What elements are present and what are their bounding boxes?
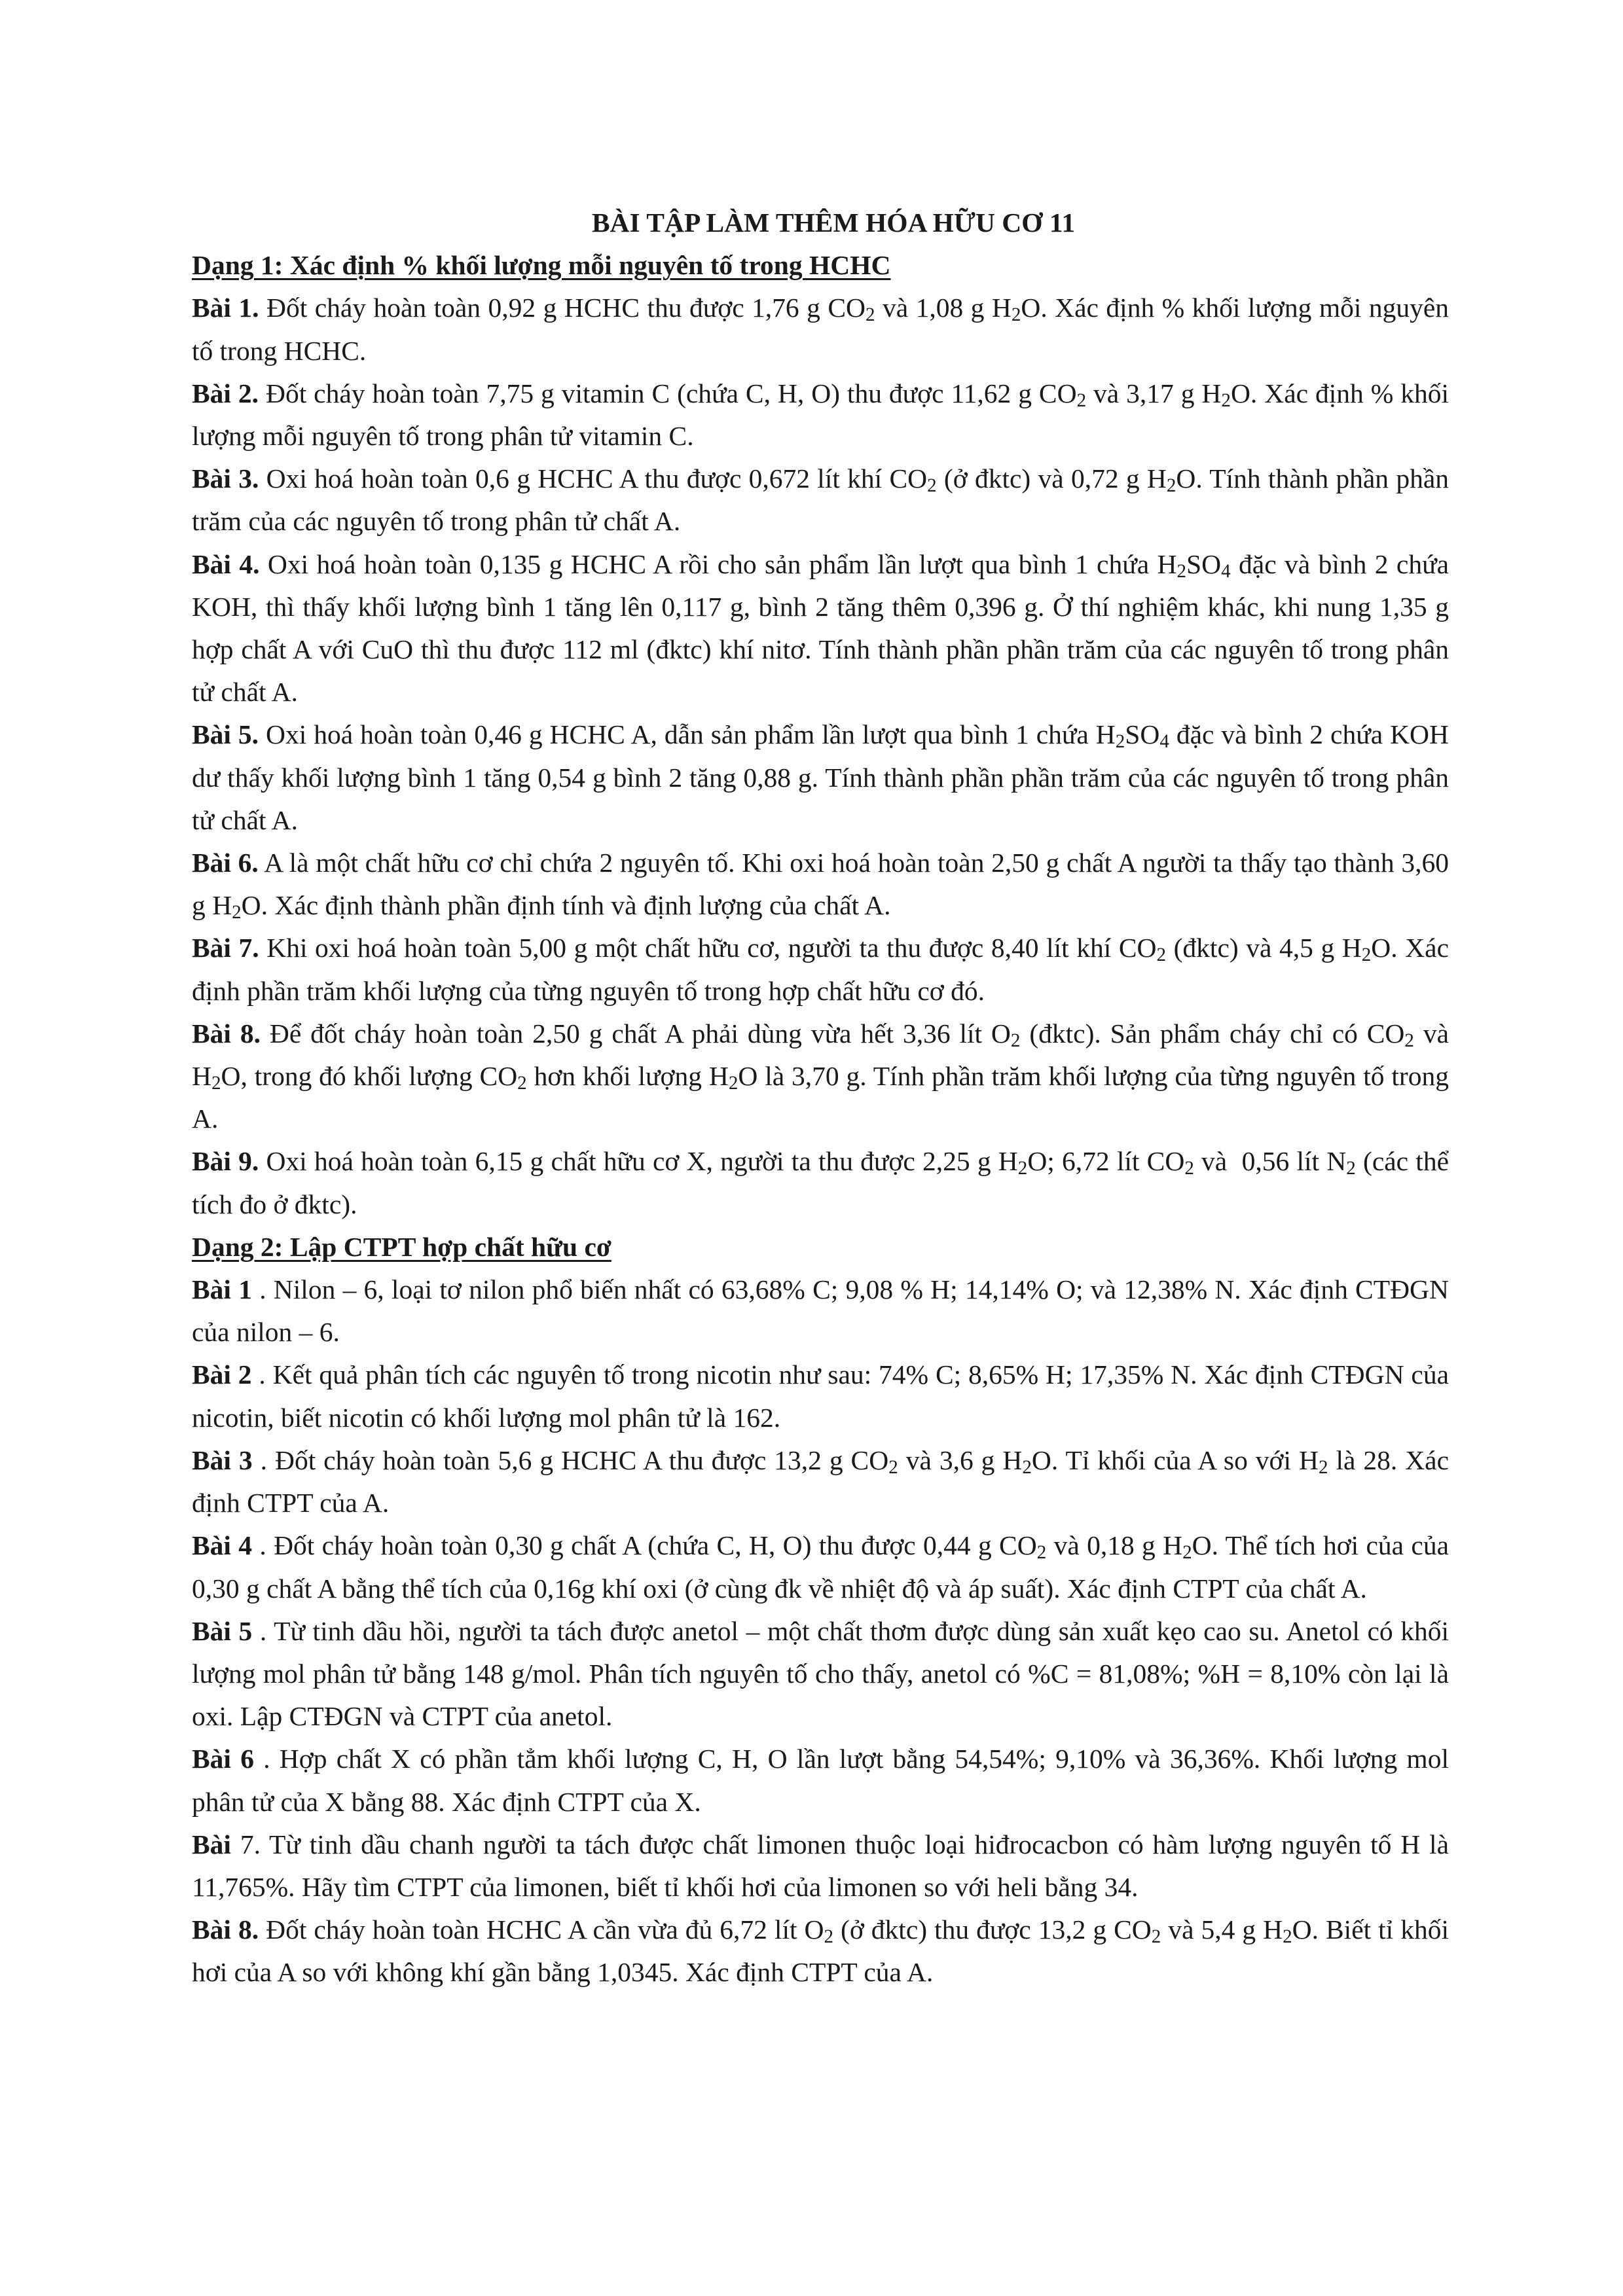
exercise-item bbox=[192, 287, 1449, 372]
sections-container bbox=[192, 244, 1449, 1994]
exercise-item bbox=[192, 372, 1449, 457]
exercise-label: Bài bbox=[192, 1829, 231, 1859]
exercise-label: Bài 6. bbox=[192, 848, 259, 878]
exercise-label: Bài 6 bbox=[192, 1744, 254, 1774]
exercise-text: . Đốt cháy hoàn toàn 5,6 g HCHC A thu được 13,2 g $CO_2$ và 3,6 g $H_2O$. Tỉ khối của A so với $H_2$ là 28. Xác định CTPT của A. bbox=[192, 1444, 1450, 1518]
exercise-label: Bài 5. bbox=[192, 719, 259, 750]
exercise-text: . Đốt cháy hoàn toàn 0,30 g chất A (chứa C, H, O) thu được 0,44 g $CO_2$ và 0,18 g $H_2O$. Thể tích hơi của của 0,30 g chất A bằng thể tích của 0,16g khí oxi (ở cùng đk về nhiệt độ và áp suất). Xác định CTPT của chất A. bbox=[192, 1530, 1450, 1604]
exercise-text: 7. Từ tinh dầu chanh người ta tách được chất limonen thuộc loại hiđrocacbon có hàm lượng nguyên tố H là 11,765%. Hãy tìm CTPT của limonen, biết tỉ khối hơi của limonen so với heli bằng 34. bbox=[192, 1829, 1449, 1902]
exercise-label: Bài 3. bbox=[192, 463, 259, 494]
exercise-label: Bài 3 bbox=[192, 1444, 253, 1475]
exercise-item bbox=[192, 927, 1449, 1012]
exercise-label: Bài 1. bbox=[192, 293, 259, 323]
exercise-text: Oxi hoá hoàn toàn 6,15 g chất hữu cơ X, người ta thu được 2,25 g $H_2O$; 6,72 lít $CO_2$ và 0,56 lít $N_2$ (các thể tích đo ở đktc). bbox=[192, 1146, 1449, 1219]
exercise-text: . Kết quả phân tích các nguyên tố trong nicotin như sau: 74% C; 8,65% H; 17,35% N. Xác định CTĐGN của nicotin, biết nicotin có khối lượng mol phân tử là 162. bbox=[192, 1359, 1449, 1433]
exercise-label: Bài 8. bbox=[192, 1018, 261, 1049]
exercise-text: . Nilon – 6, loại tơ nilon phổ biến nhất có 63,68% C; 9,08 % H; 14,14% O; và 12,38% N. Xác định CTĐGN của nilon – 6. bbox=[192, 1274, 1449, 1348]
exercise-label: Bài 5 bbox=[192, 1615, 253, 1646]
document-page bbox=[192, 202, 1449, 1994]
exercise-text: Oxi hoá hoàn toàn 0,135 g HCHC A rồi cho sản phẩm lần lượt qua bình 1 chứa $H_2SO_4$ đặc và bình 2 chứa KOH, thì thấy khối lượng bình 1 tăng lên 0,117 g, bình 2 tăng thêm 0,396 g. Ở thí nghiệm khác, khi nung 1,35 g hợp chất A với CuO thì thu được 112 ml (đktc) khí nitơ. Tính thành phần phần trăm của các nguyên tố trong phân tử chất A. bbox=[192, 548, 1450, 708]
exercise-text: . Từ tinh dầu hồi, người ta tách được anetol – một chất thơm được dùng sản xuất kẹo cao su. Anetol có khối lượng mol phân tử bằng 148 g/mol. Phân tích nguyên tố cho thấy, anetol có %C = 81,08%; %H = 8,10% còn lại là oxi. Lập CTĐGN và CTPT của anetol. bbox=[192, 1615, 1450, 1732]
exercise-item bbox=[192, 1524, 1449, 1609]
exercise-item bbox=[192, 1823, 1449, 1909]
exercise-label: Bài 8. bbox=[192, 1914, 259, 1945]
exercise-text: A là một chất hữu cơ chỉ chứa 2 nguyên tố. Khi oxi hoá hoàn toàn 2,50 g chất A người ta thấy tạo thành 3,60 g $H_2O$. Xác định thành phần định tính và định lượng của chất A. bbox=[192, 848, 1449, 924]
exercise-label: Bài 2. bbox=[192, 378, 259, 408]
exercise-label: Bài 7. bbox=[192, 933, 259, 963]
page-title: BÀI TẬP LÀM THÊM HÓA HỮU CƠ 11 bbox=[591, 207, 1076, 238]
exercise-item bbox=[192, 1909, 1449, 1994]
exercise-text: Oxi hoá hoàn toàn 0,6 g HCHC A thu được 0,672 lít khí $CO_2$ (ở đktc) và 0,72 g $H_2O$. Tính thành phần phần trăm của các nguyên tố trong phân tử chất A. bbox=[192, 463, 1450, 537]
section-heading: Dạng 2: Lập CTPT hợp chất hữu cơ bbox=[192, 1231, 611, 1262]
exercise-text: Khi oxi hoá hoàn toàn 5,00 g một chất hữu cơ, người ta thu được 8,40 lít khí $CO_2$ (đktc) và 4,5 g $H_2O$. Xác định phần trăm khối lượng của từng nguyên tố trong hợp chất hữu cơ đó. bbox=[192, 933, 1450, 1006]
exercise-label: Bài 4 bbox=[192, 1530, 253, 1561]
exercise-item bbox=[192, 1439, 1449, 1524]
exercise-label: Bài 9. bbox=[192, 1146, 259, 1177]
exercise-text: . Hợp chất X có phần tẳm khối lượng C, H, O lần lượt bằng 54,54%; 9,10% và 36,36%. Khối lượng mol phân tử của X bằng 88. Xác định CTPT của X. bbox=[192, 1744, 1449, 1817]
exercise-item bbox=[192, 543, 1449, 714]
exercise-label: Bài 4. bbox=[192, 548, 260, 579]
exercise-label: Bài 1 bbox=[192, 1274, 252, 1305]
exercise-text: Đốt cháy hoàn toàn 7,75 g vitamin C (chứa C, H, O) thu được 11,62 g $CO_2$ và 3,17 g $H_2O$. Xác định % khối lượng mỗi nguyên tố trong phân tử vitamin C. bbox=[192, 378, 1449, 452]
exercise-item bbox=[192, 1738, 1449, 1823]
exercise-item bbox=[192, 1140, 1449, 1225]
exercise-text: Oxi hoá hoàn toàn 0,46 g HCHC A, dẫn sản phẩm lần lượt qua bình 1 chứa $H_2SO_4$ đặc và bình 2 chứa KOH dư thấy khối lượng bình 1 tăng 0,54 g bình 2 tăng 0,88 g. Tính thành phần phần trăm của các nguyên tố trong phân tử chất A. bbox=[192, 719, 1449, 835]
exercise-item bbox=[192, 457, 1449, 543]
exercise-item bbox=[192, 842, 1449, 927]
exercise-text: Đốt cháy hoàn toàn HCHC A cần vừa đủ 6,72 lít $O_2$ (ở đktc) thu được 13,2 g $CO_2$ và 5,4 g $H_2O$. Biết tỉ khối hơi của A so với không khí gần bằng 1,0345. Xác định CTPT của A. bbox=[192, 1914, 1450, 1988]
exercise-text: Đốt cháy hoàn toàn 0,92 g HCHC thu được 1,76 g $CO_2$ và 1,08 g $H_2O$. Xác định % khối lượng mỗi nguyên tố trong HCHC. bbox=[192, 293, 1450, 366]
exercise-label: Bài 2 bbox=[192, 1359, 252, 1390]
exercise-item bbox=[192, 1610, 1449, 1738]
exercise-item bbox=[192, 1013, 1449, 1141]
exercise-item bbox=[192, 713, 1449, 842]
exercise-item bbox=[192, 1268, 1449, 1354]
exercise-item bbox=[192, 1354, 1449, 1439]
section-heading: Dạng 1: Xác định % khối lượng mỗi nguyên tố trong HCHC bbox=[192, 250, 891, 281]
exercise-text: Để đốt cháy hoàn toàn 2,50 g chất A phải dùng vừa hết 3,36 lít $O_2$ (đktc). Sản phẩm cháy chỉ có $CO_2$ và $H_2O$, trong đó khối lượng $CO_2$ hơn khối lượng $H_2O$ là 3,70 g. Tính phần trăm khối lượng của từng nguyên tố trong A. bbox=[192, 1018, 1449, 1134]
